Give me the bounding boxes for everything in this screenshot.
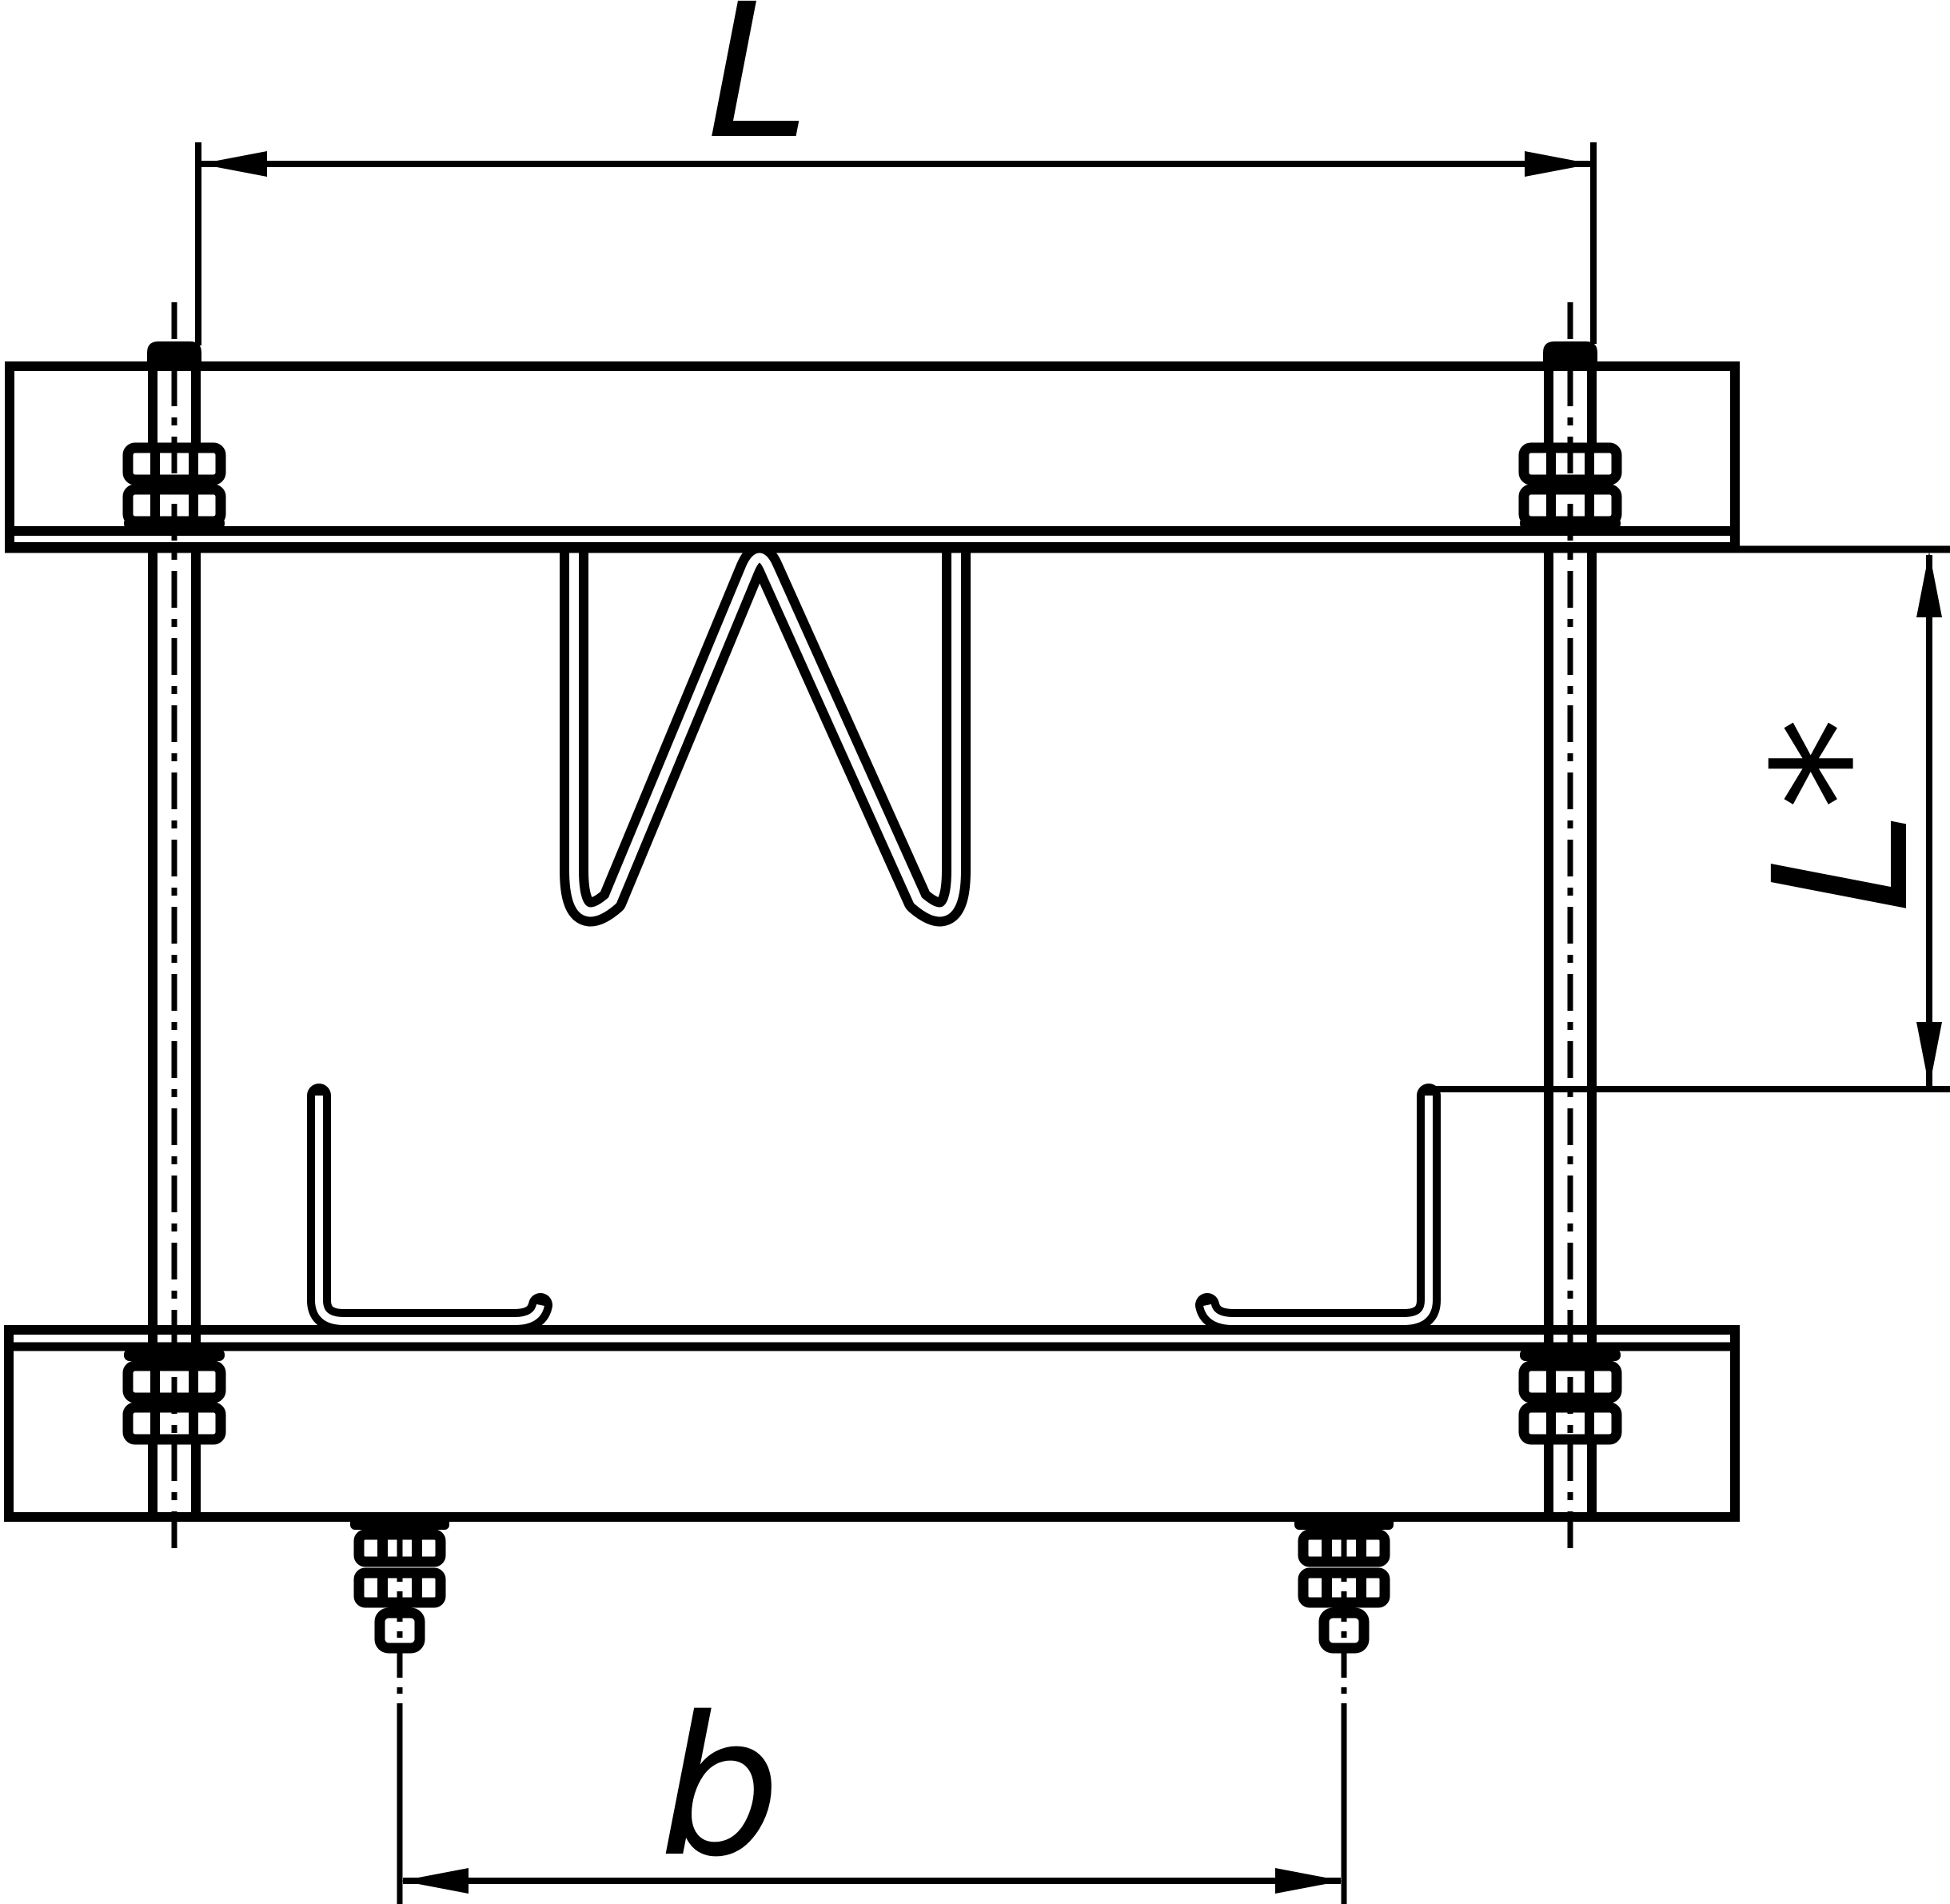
top-beam-outline	[10, 366, 1735, 547]
right-tie-rod	[1520, 302, 1621, 1559]
arrow-left-icon	[200, 151, 267, 177]
dimension-clamping-range	[1434, 552, 1950, 1089]
arrow-right-icon	[1275, 1868, 1342, 1894]
dimension-label-L: L	[707, 0, 811, 180]
bottom-beam	[9, 1330, 1735, 1517]
bottom-beam-outline	[9, 1330, 1735, 1517]
bracket-outer	[1207, 1096, 1429, 1321]
dimension-bolt-spacing	[400, 1675, 1344, 1904]
arrow-right-icon	[1525, 151, 1592, 177]
arrow-left-icon	[401, 1868, 469, 1894]
dimension-overall-length	[198, 0, 1593, 345]
bracket-core	[1207, 1096, 1429, 1321]
left-hanger-bolt	[350, 1515, 449, 1727]
bracket-core	[319, 1096, 540, 1321]
left-angle-bracket	[319, 1096, 540, 1321]
bracket-outer	[319, 1096, 540, 1321]
arrow-up-icon	[1916, 552, 1942, 617]
w-spring-core	[574, 547, 956, 912]
dimension-label-L-star: L*	[1734, 716, 1950, 913]
arrow-down-icon	[1916, 1022, 1942, 1088]
dimension-label-b: b	[659, 1675, 781, 1899]
right-angle-bracket	[1207, 1096, 1429, 1321]
left-tie-rod	[124, 302, 225, 1559]
top-beam	[10, 366, 1735, 547]
w-spring-clip	[574, 547, 956, 912]
right-hanger-bolt	[1294, 1515, 1394, 1727]
